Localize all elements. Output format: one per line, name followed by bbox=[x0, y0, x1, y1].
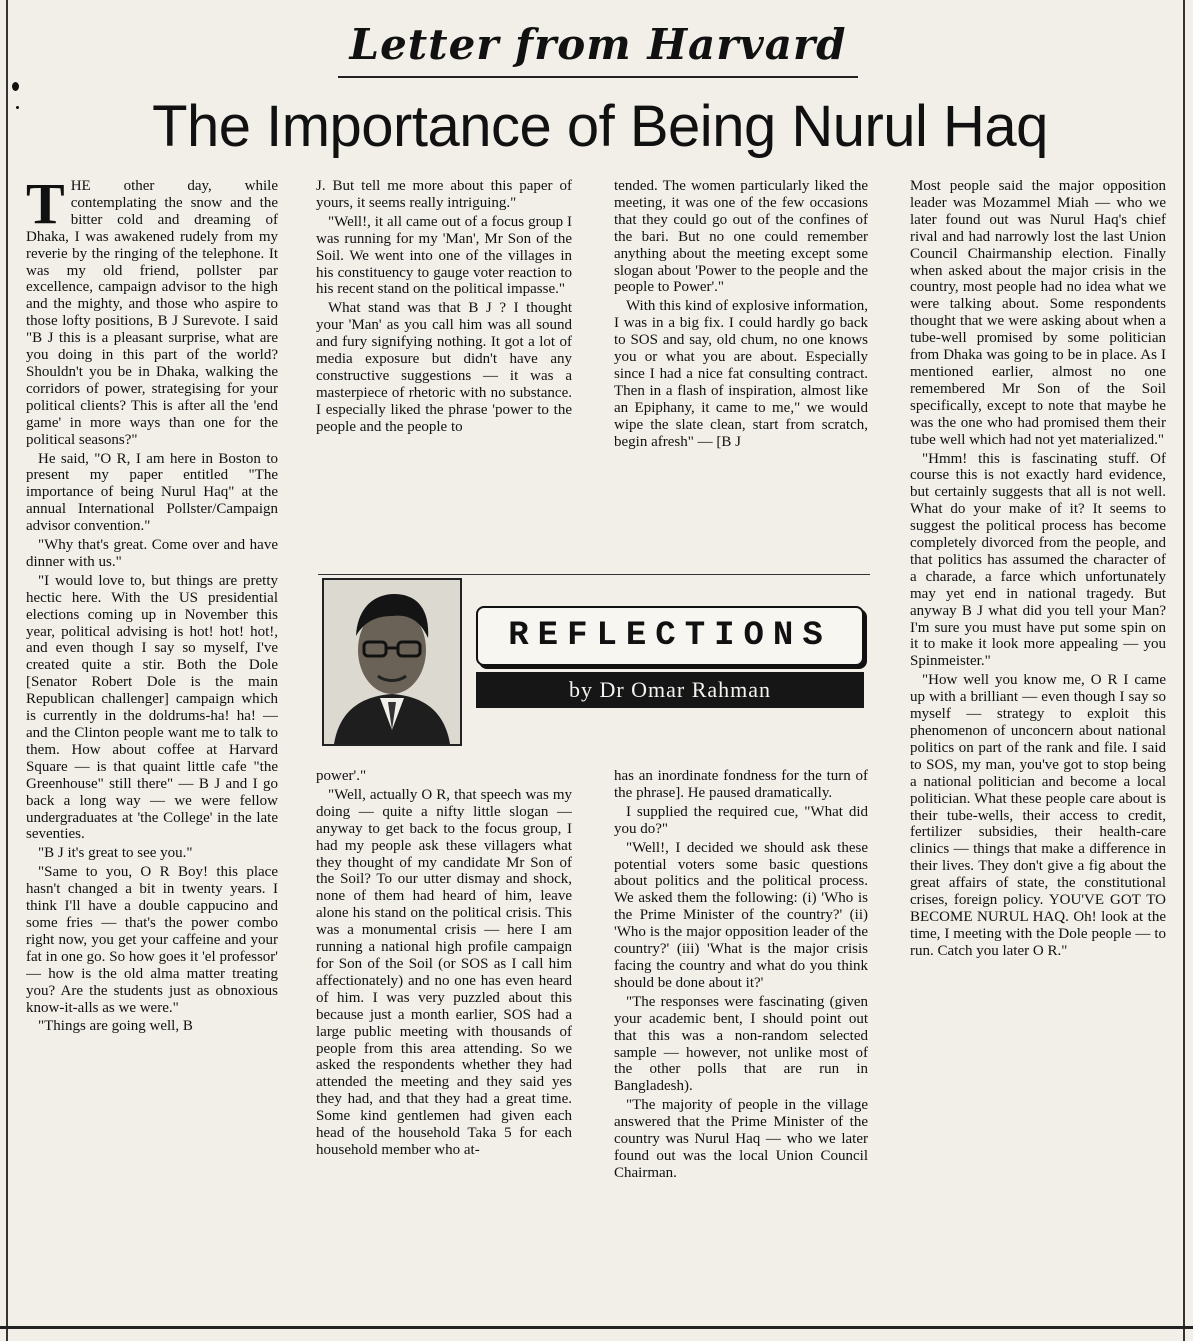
paragraph: "The responses were fascinating (given your academic bent, I should point out that this was a non-random selected sample — however, not unlike most of the other polls that are run in Bangladesh). bbox=[614, 993, 868, 1095]
paragraph: He said, "O R, I am here in Boston to present my paper entitled "The importance of being Nurul Haq" at the annual International Pollster/Campaign advisor convention." bbox=[26, 450, 278, 535]
article-column-3-bottom bbox=[614, 768, 868, 1318]
author-portrait-icon bbox=[324, 580, 460, 744]
article-column-4 bbox=[910, 178, 1166, 1318]
paragraph: With this kind of explosive information, I was in a big fix. I could hardly go back to SOS and say, old chum, no one knows you or what you are about. Especially since I had a nice fat consulting contract. Then in a flash of inspiration, almost like an Epiphany, it came to me," we would wipe the slate clean, start from scratch, begin afresh" — [B J bbox=[614, 298, 868, 450]
article-column-2-bottom bbox=[316, 768, 572, 1318]
article-column-1 bbox=[26, 178, 278, 1318]
column-title: REFLECTIONS bbox=[508, 617, 832, 655]
paragraph: "Well!, I decided we should ask these potential voters some basic questions about politics and the political process. We asked them the following: (i) 'Who is the Prime Minister of the country?' (ii) 'Who is the major opposition leader of the country?' (iii) 'What is the major crisis facing the country and what do you think should be done about it?' bbox=[614, 839, 868, 991]
paragraph: power'." bbox=[316, 768, 367, 784]
author-photo bbox=[322, 578, 462, 746]
byline: by Dr Omar Rahman bbox=[476, 672, 864, 708]
print-speck bbox=[16, 106, 19, 109]
bottom-border-rule bbox=[0, 1326, 1193, 1329]
left-border-rule bbox=[6, 0, 8, 1341]
paragraph: has an inordinate fondness for the turn of the phrase]. He paused dramatically. bbox=[614, 768, 868, 801]
paragraph: What stand was that B J ? I thought your 'Man' as you call him was all sound and fury signifying nothing. It got a lot of media exposure but didn't have any constructive suggestions — it was a masterpiece of rhetoric with no substance. I especially liked the phrase 'power to the people and the people to bbox=[316, 300, 572, 435]
paragraph: "I would love to, but things are pretty hectic here. With the US presidential elections coming up in November this year, political advising is hot! hot! hot!, and even though I say so myself, I've created quite a stir. Both the Dole [Senator Robert Dole is the main Republican challenger] campaign which is currently in the doldrums-ha! ha! — and the Clinton people want me to talk to them. How about coffee at Harvard Square — is that quaint little cafe "the Greenhouse" still there" — B J and I go back a long way — we were fellow undergraduates at 'the College' in the late seventies. bbox=[26, 572, 278, 843]
drop-cap: T bbox=[26, 178, 65, 236]
column-title-frame bbox=[476, 606, 864, 666]
paragraph: "How well you know me, O R I came up with a brilliant — even though I say so myself — strategy to exploit this phenomenon of unconcern about national politics on part of the rank and file. I said to SOS, my man, you've got to stop being a national politician and become a local politician. What these people care about is their tube-wells, their access to credit, fertilizer subsidies, their health-care clinics — things that make a difference in their lives. They don't give a fig about the great affairs of state, the constitutional crises, foreign policy. YOU'VE GOT TO BECOME NURUL HAQ. Oh! look at the time, I meeting with the Dole people — to run. Catch you later O R." bbox=[910, 672, 1166, 959]
paragraph: J. But tell me more about this paper of yours, it seems really intriguing." bbox=[316, 178, 572, 211]
paragraph: "Why that's great. Come over and have dinner with us." bbox=[26, 537, 278, 570]
right-border-rule bbox=[1183, 0, 1185, 1341]
paragraph bbox=[26, 178, 278, 449]
paragraph: "Same to you, O R Boy! this place hasn't changed a bit in twenty years. I think I'll have a double cappucino and some fries — that's the power combo right now, you get your caffeine and your fat in one go. So how goes it 'el professor' — how is the old alma matter treating you? Are the students just as obnoxious know-it-alls as we were." bbox=[26, 864, 278, 1016]
paragraph: "Hmm! this is fascinating stuff. Of course this is not exactly hard evidence, but certainly suggests that all is not well. What do your make of it? It seems to suggest the political process has become completely divorced from the people, and that politics has assumed the character of a charade, a farce which unfortunately may yet end in national tragedy. But anyway B J what did you tell your Man? I'm sure you must have put some spin on it to make it look more appealing — you Spinmeister." bbox=[910, 450, 1166, 670]
print-speck bbox=[12, 82, 19, 91]
headline: The Importance of Being Nurul Haq bbox=[152, 94, 1048, 159]
paragraph: "Well, actually O R, that speech was my doing — quite a nifty little slogan — anyway to get back to the focus group, I had my people ask these villagers what they thought of my candidate Mr Son of the Soil? To our utter dismay and shock, none of them had heard of him, leave alone his stand on the political crisis. This was a monumental crisis — here I am running a national high profile campaign for Son of the Soil (or SOS as I call him affectionately) and no one has even heard of him. I was very puzzled about this because just a month earlier, SOS had a large public meeting with thousands of people from this area attending. So we asked the respondents whether they had attended the meeting and they said yes they had, and that they had a great time. Some kind gentlemen had given each head of the household Taka 5 for each household member who at- bbox=[316, 786, 572, 1158]
paragraph: "B J it's great to see you." bbox=[38, 845, 193, 862]
kicker-title: Letter from Harvard bbox=[349, 20, 847, 69]
paragraph-text: HE other day, while contemplating the snow and the bitter cold and dreaming of Dhaka, I was awakened rudely from my reverie by the ringing of the telephone. It was my old friend, pollster par excellence, campaign advisor to the high and the mighty, and those who aspire to those lofty positions, B J Surevote. I said "B J this is a pleasant surprise, what are you doing in this part of the world? Shouldn't you be in Dhaka, walking the corridors of power, strategising for your political clients? This is after all the 'end game' in more ways than one for the political seasons?" bbox=[26, 178, 278, 448]
paragraph: Most people said the major opposition leader was Mozammel Miah — who we later found out was Nurul Haq's chief rival and had narrowly lost the last Union Council Chairmanship election. Finally when asked about the major crisis in the country, most people had no idea what we were talking about. Some respondents thought that we were asking about when a tube-well promised by some politician from Dhaka was going to be in place. As I mentioned earlier, almost no one remembered Mr Son of the Soil specifically, except to note that maybe he was the one who had promised them their tube well which had not yet materialized." bbox=[910, 178, 1166, 448]
paragraph: tended. The women particularly liked the meeting, it was one of the few occasions that they could go out of the confines of the bari. But no one could remember anything about the meeting except some slogan about 'Power to the people and the people to Power'." bbox=[614, 178, 868, 296]
article-column-3-top bbox=[614, 178, 868, 556]
kicker-underline bbox=[338, 76, 858, 78]
paragraph: "Things are going well, B bbox=[38, 1018, 193, 1035]
paragraph: "Well!, it all came out of a focus group I was running for my 'Man', Mr Son of the Soil. We went into one of the villages in his constituency to gauge voter reaction to his recent stand on the political impasse." bbox=[316, 213, 572, 298]
paragraph: "The majority of people in the village answered that the Prime Minister of the country was Nurul Haq — who we later found out was the local Union Council Chairman. bbox=[614, 1097, 868, 1181]
paragraph: I supplied the required cue, "What did you do?" bbox=[614, 803, 868, 837]
article-column-2-top bbox=[316, 178, 572, 556]
